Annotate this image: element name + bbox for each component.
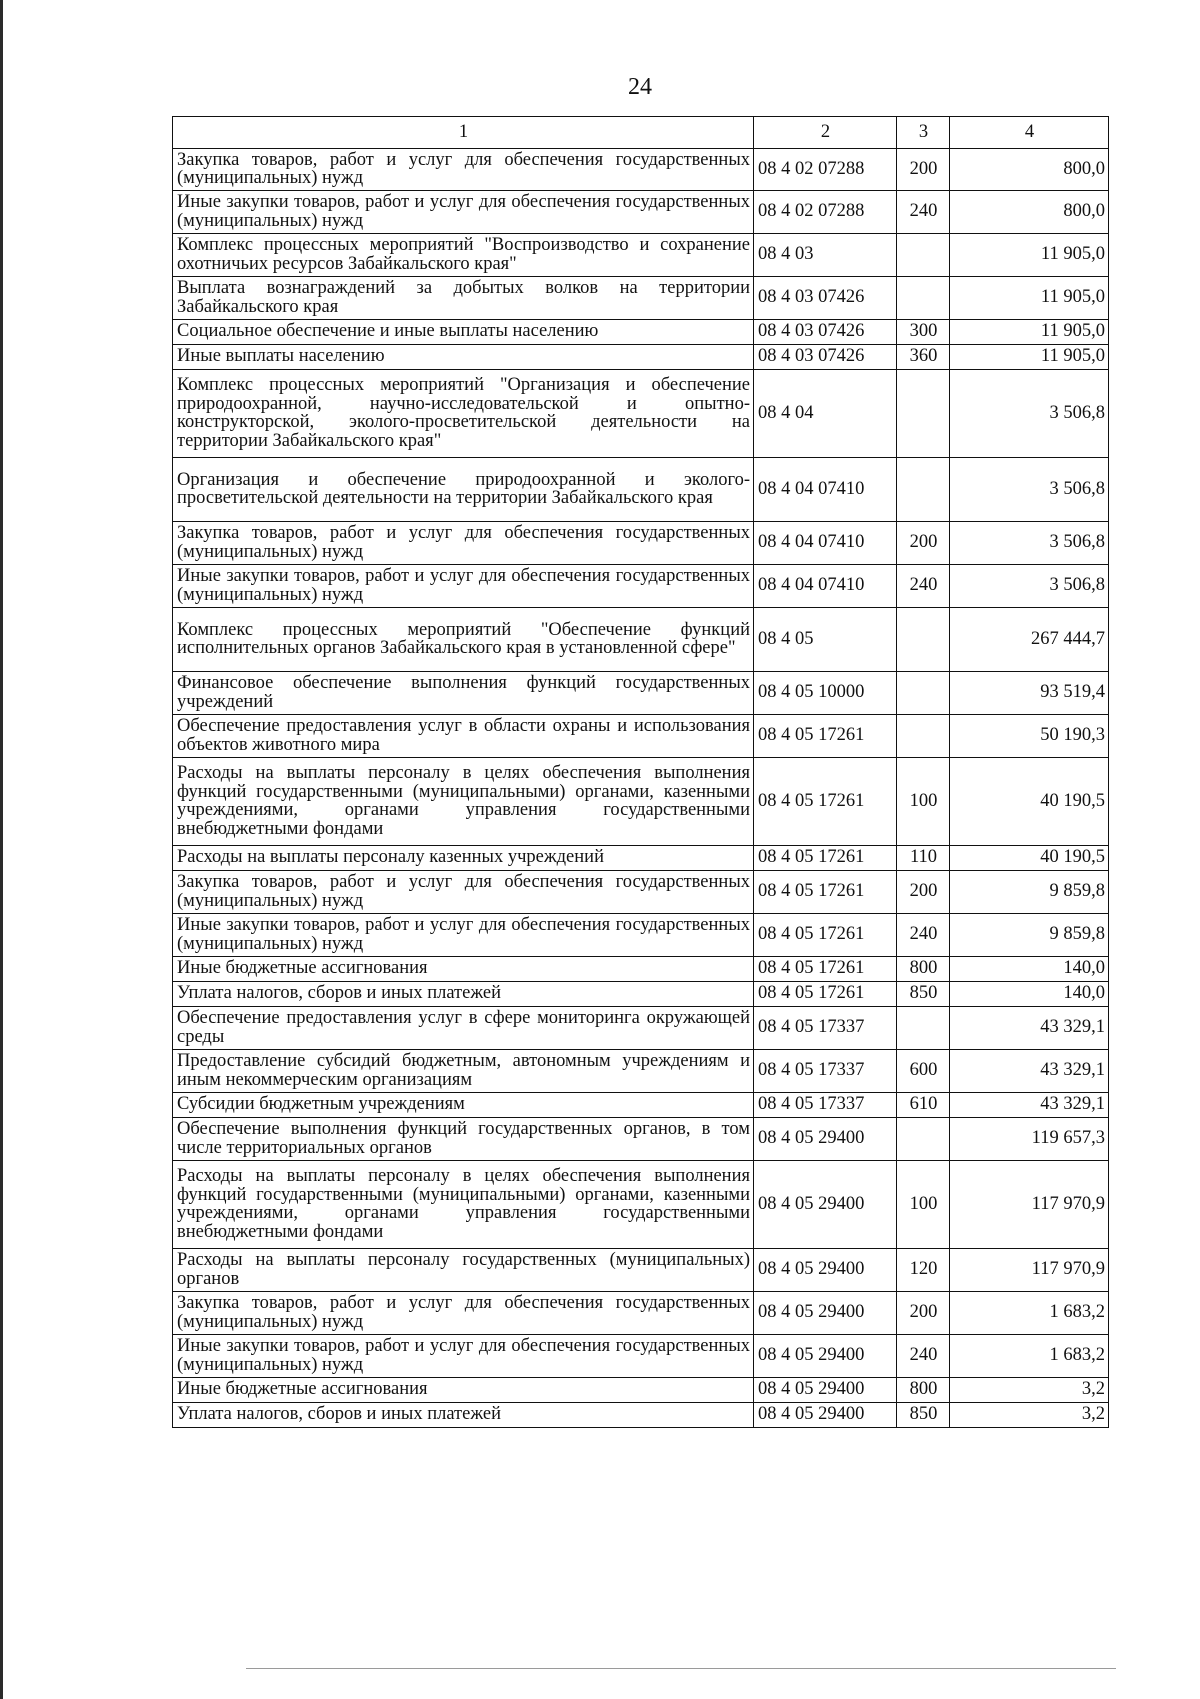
row-code: 08 4 05 29400 [754, 1118, 897, 1161]
row-type: 850 [897, 982, 950, 1007]
column-header-3: 3 [897, 117, 950, 149]
table-row [173, 672, 1109, 715]
row-name: Уплата налогов, сборов и иных платежей [173, 1403, 754, 1428]
table-row [173, 608, 1109, 672]
row-name: Расходы на выплаты персоналу в целях обеспечения выполнения функций государственными (муниципальными) органами, казенными учреждениями, органами управления государственными внебюджетными фондами [173, 1161, 754, 1249]
row-amount: 93 519,4 [950, 672, 1109, 715]
row-amount: 117 970,9 [950, 1249, 1109, 1292]
table-row [173, 1007, 1109, 1050]
row-name: Закупка товаров, работ и услуг для обеспечения государственных (муниципальных) нужд [173, 522, 754, 565]
row-type: 600 [897, 1050, 950, 1093]
row-name: Организация и обеспечение природоохранной и эколого-просветительской деятельности на территории Забайкальского края [173, 458, 754, 522]
table-row [173, 982, 1109, 1007]
row-amount: 119 657,3 [950, 1118, 1109, 1161]
row-type: 200 [897, 871, 950, 914]
row-amount: 43 329,1 [950, 1093, 1109, 1118]
row-code: 08 4 03 07426 [754, 277, 897, 320]
row-code: 08 4 05 17261 [754, 715, 897, 758]
row-code: 08 4 05 29400 [754, 1378, 897, 1403]
row-code: 08 4 05 17337 [754, 1007, 897, 1050]
row-name: Выплата вознаграждений за добытых волков на территории Забайкальского края [173, 277, 754, 320]
row-amount: 3 506,8 [950, 370, 1109, 458]
row-type: 200 [897, 149, 950, 191]
row-name: Закупка товаров, работ и услуг для обеспечения государственных (муниципальных) нужд [173, 149, 754, 191]
row-amount: 11 905,0 [950, 320, 1109, 345]
row-amount: 9 859,8 [950, 914, 1109, 957]
row-amount: 800,0 [950, 149, 1109, 191]
table-row [173, 1161, 1109, 1249]
row-type: 240 [897, 1335, 950, 1378]
row-type: 110 [897, 846, 950, 871]
table-row [173, 320, 1109, 345]
page-number-container [0, 74, 1200, 101]
table-row [173, 191, 1109, 234]
table-body [173, 149, 1109, 1428]
table-row [173, 957, 1109, 982]
table-row [173, 1378, 1109, 1403]
row-amount: 11 905,0 [950, 234, 1109, 277]
row-name: Иные закупки товаров, работ и услуг для обеспечения государственных (муниципальных) нужд [173, 914, 754, 957]
row-name: Расходы на выплаты персоналу казенных учреждений [173, 846, 754, 871]
row-code: 08 4 05 17261 [754, 982, 897, 1007]
row-type [897, 1118, 950, 1161]
row-code: 08 4 04 07410 [754, 565, 897, 608]
row-code: 08 4 05 29400 [754, 1403, 897, 1428]
row-type [897, 672, 950, 715]
row-amount: 3 506,8 [950, 522, 1109, 565]
row-amount: 3 506,8 [950, 565, 1109, 608]
row-type: 800 [897, 1378, 950, 1403]
row-name: Социальное обеспечение и иные выплаты населению [173, 320, 754, 345]
row-code: 08 4 04 07410 [754, 522, 897, 565]
row-name: Иные закупки товаров, работ и услуг для обеспечения государственных (муниципальных) нужд [173, 1335, 754, 1378]
row-amount: 3 506,8 [950, 458, 1109, 522]
column-header-4: 4 [950, 117, 1109, 149]
row-amount: 800,0 [950, 191, 1109, 234]
row-amount: 140,0 [950, 982, 1109, 1007]
row-name: Обеспечение выполнения функций государственных органов, в том числе территориальных органов [173, 1118, 754, 1161]
table-row [173, 149, 1109, 191]
row-name: Комплекс процессных мероприятий "Воспроизводство и сохранение охотничьих ресурсов Забайкальского края" [173, 234, 754, 277]
table-row [173, 458, 1109, 522]
row-type: 240 [897, 914, 950, 957]
row-name: Иные бюджетные ассигнования [173, 957, 754, 982]
row-code: 08 4 04 07410 [754, 458, 897, 522]
table-row [173, 1118, 1109, 1161]
row-code: 08 4 02 07288 [754, 191, 897, 234]
row-type [897, 234, 950, 277]
row-type [897, 370, 950, 458]
row-name: Обеспечение предоставления услуг в сфере мониторинга окружающей среды [173, 1007, 754, 1050]
row-amount: 11 905,0 [950, 345, 1109, 370]
row-type: 100 [897, 1161, 950, 1249]
row-name: Субсидии бюджетным учреждениям [173, 1093, 754, 1118]
row-type: 200 [897, 1292, 950, 1335]
table-row [173, 234, 1109, 277]
row-code: 08 4 05 17337 [754, 1050, 897, 1093]
row-amount: 267 444,7 [950, 608, 1109, 672]
table-row [173, 345, 1109, 370]
row-type: 300 [897, 320, 950, 345]
row-type [897, 277, 950, 320]
row-amount: 117 970,9 [950, 1161, 1109, 1249]
row-amount: 1 683,2 [950, 1292, 1109, 1335]
table-row [173, 914, 1109, 957]
row-name: Закупка товаров, работ и услуг для обеспечения государственных (муниципальных) нужд [173, 871, 754, 914]
row-amount: 1 683,2 [950, 1335, 1109, 1378]
row-name: Расходы на выплаты персоналу в целях обеспечения выполнения функций государственными (муниципальными) органами, казенными учреждениями, органами управления государственными внебюджетными фондами [173, 758, 754, 846]
row-code: 08 4 05 29400 [754, 1292, 897, 1335]
table-row [173, 1249, 1109, 1292]
table-row [173, 370, 1109, 458]
table-row [173, 846, 1109, 871]
page-number: 24 [628, 74, 652, 100]
budget-table [172, 116, 1109, 1428]
row-amount: 3,2 [950, 1403, 1109, 1428]
row-code: 08 4 05 17261 [754, 846, 897, 871]
row-name: Комплекс процессных мероприятий "Организация и обеспечение природоохранной, научно-исследовательской и опытно-конструкторской, эколого-просветительской деятельности на территории Забайкальского края" [173, 370, 754, 458]
row-amount: 3,2 [950, 1378, 1109, 1403]
table-row [173, 871, 1109, 914]
row-amount: 9 859,8 [950, 871, 1109, 914]
row-amount: 43 329,1 [950, 1007, 1109, 1050]
table-row [173, 565, 1109, 608]
row-name: Иные закупки товаров, работ и услуг для обеспечения государственных (муниципальных) нужд [173, 565, 754, 608]
row-name: Иные бюджетные ассигнования [173, 1378, 754, 1403]
row-code: 08 4 04 [754, 370, 897, 458]
row-name: Обеспечение предоставления услуг в области охраны и использования объектов животного мира [173, 715, 754, 758]
table-row [173, 1335, 1109, 1378]
row-type: 800 [897, 957, 950, 982]
row-type [897, 608, 950, 672]
row-name: Комплекс процессных мероприятий "Обеспечение функций исполнительных органов Забайкальского края в установленной сфере" [173, 608, 754, 672]
row-code: 08 4 05 17261 [754, 914, 897, 957]
row-name: Закупка товаров, работ и услуг для обеспечения государственных (муниципальных) нужд [173, 1292, 754, 1335]
row-code: 08 4 03 07426 [754, 320, 897, 345]
row-type: 100 [897, 758, 950, 846]
table-row [173, 277, 1109, 320]
row-type: 610 [897, 1093, 950, 1118]
bottom-rule [246, 1668, 1116, 1669]
row-name: Предоставление субсидий бюджетным, автономным учреждениям и иным некоммерческим организациям [173, 1050, 754, 1093]
row-name: Иные закупки товаров, работ и услуг для обеспечения государственных (муниципальных) нужд [173, 191, 754, 234]
row-type: 120 [897, 1249, 950, 1292]
row-amount: 50 190,3 [950, 715, 1109, 758]
table-header-row [173, 117, 1109, 149]
row-code: 08 4 05 29400 [754, 1161, 897, 1249]
row-code: 08 4 05 17261 [754, 758, 897, 846]
row-type [897, 458, 950, 522]
row-amount: 11 905,0 [950, 277, 1109, 320]
row-code: 08 4 05 17261 [754, 871, 897, 914]
row-name: Расходы на выплаты персоналу государственных (муниципальных) органов [173, 1249, 754, 1292]
row-code: 08 4 02 07288 [754, 149, 897, 191]
row-code: 08 4 05 17337 [754, 1093, 897, 1118]
row-code: 08 4 05 29400 [754, 1249, 897, 1292]
row-type: 360 [897, 345, 950, 370]
row-code: 08 4 03 07426 [754, 345, 897, 370]
row-type: 240 [897, 191, 950, 234]
table-row [173, 1093, 1109, 1118]
table-row [173, 758, 1109, 846]
row-amount: 43 329,1 [950, 1050, 1109, 1093]
row-type [897, 1007, 950, 1050]
scan-edge [0, 0, 3, 1699]
column-header-1: 1 [173, 117, 754, 149]
row-name: Финансовое обеспечение выполнения функций государственных учреждений [173, 672, 754, 715]
column-header-2: 2 [754, 117, 897, 149]
row-type [897, 715, 950, 758]
row-type: 850 [897, 1403, 950, 1428]
row-type: 240 [897, 565, 950, 608]
row-amount: 40 190,5 [950, 846, 1109, 871]
row-code: 08 4 05 [754, 608, 897, 672]
table-row [173, 715, 1109, 758]
row-type: 200 [897, 522, 950, 565]
row-amount: 140,0 [950, 957, 1109, 982]
row-code: 08 4 03 [754, 234, 897, 277]
row-code: 08 4 05 29400 [754, 1335, 897, 1378]
row-code: 08 4 05 10000 [754, 672, 897, 715]
table-row [173, 1050, 1109, 1093]
table-row [173, 1292, 1109, 1335]
row-name: Иные выплаты населению [173, 345, 754, 370]
row-amount: 40 190,5 [950, 758, 1109, 846]
row-code: 08 4 05 17261 [754, 957, 897, 982]
table-row [173, 522, 1109, 565]
table-row [173, 1403, 1109, 1428]
row-name: Уплата налогов, сборов и иных платежей [173, 982, 754, 1007]
